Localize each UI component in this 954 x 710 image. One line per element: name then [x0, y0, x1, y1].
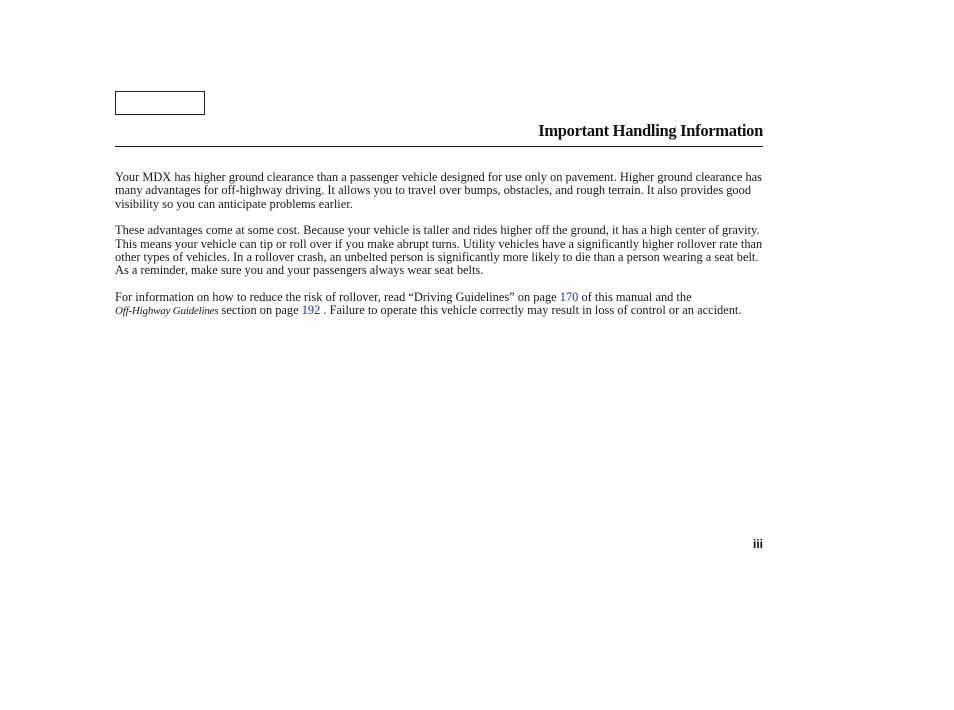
text-segment: section on page: [218, 303, 302, 318]
main-menu-button[interactable]: [115, 91, 205, 115]
text-segment: of this manual and the: [578, 289, 692, 304]
page-title: Important Handling Information: [538, 121, 763, 140]
text-segment: For information on how to reduce the risk of rollover, read “Driving Guidelines” on page: [115, 289, 560, 304]
paragraph-further-info: [115, 291, 763, 319]
section-title-reference: Off-Highway Guidelines: [115, 305, 219, 318]
page-link-170[interactable]: 170: [559, 289, 579, 304]
paragraph-rollover-risk: These advantages come at some cost. Because your vehicle is taller and rides higher off the ground, it has a high center of gravity. This means your vehicle can tip or roll over if you make abrupt turns. Utility vehicles have a significantly higher rollover rate than other types of vehicles. In a rollover crash, an unbelted person is significantly more likely to die than a person wearing a seat belt. As a reminder, make sure you and your passengers always wear seat belts.: [115, 223, 763, 278]
page-number: iii: [752, 537, 763, 551]
title-divider: [115, 146, 763, 147]
main-content: [115, 171, 763, 332]
paragraph-ground-clearance: Your MDX has higher ground clearance than a passenger vehicle designed for use only on pavement. Higher ground clearance has many advantages for off-highway driving. It allows you to travel over bumps, obstacles, and rough terrain. It also provides good visibility so you can anticipate problems earlier.: [115, 170, 762, 211]
page-link-192[interactable]: 192: [301, 303, 321, 318]
text-segment: . Failure to operate this vehicle correctly may result in loss of control or an accident.: [320, 303, 742, 318]
